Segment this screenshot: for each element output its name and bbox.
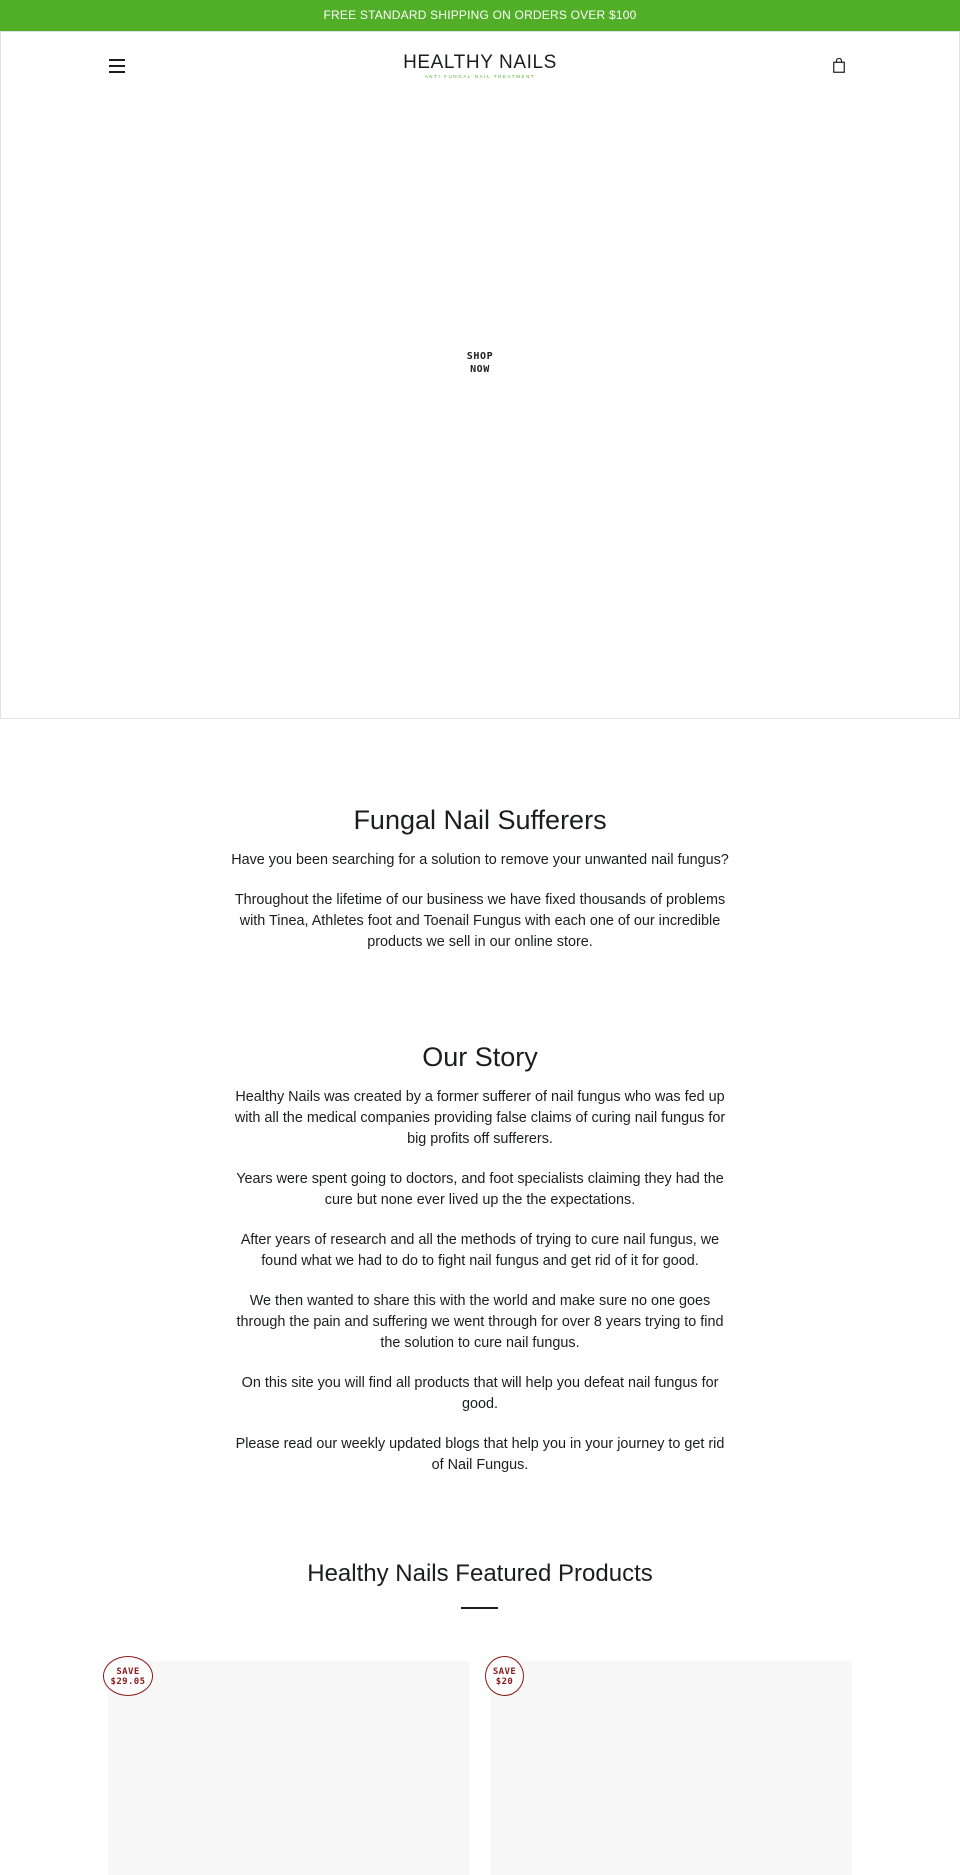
product-card[interactable] — [108, 1661, 469, 1875]
fungal-paragraph-1: Have you been searching for a solution to remove your unwanted nail fungus? — [231, 852, 729, 868]
save-badge-amount: $29.05 — [110, 1677, 146, 1687]
story-paragraph-1: Healthy Nails was created by a former sufferer of nail fungus who was fed up with all the medical companies providing false claims of curing nail fungus for big profits off sufferers. — [234, 1089, 726, 1147]
save-badge-label: SAVE — [116, 1667, 140, 1677]
shop-now-line2: NOW — [470, 364, 490, 375]
story-paragraph-5: On this site you will find all products that will help you defeat nail fungus for good. — [241, 1375, 719, 1412]
shop-now-link[interactable] — [449, 350, 511, 376]
fungal-paragraph-2: Throughout the lifetime of our business we have fixed thousands of problems with Tinea, Athletes foot and Toenail Fungus with each one of our incredible products we sell in our online store. — [234, 892, 726, 950]
shop-now-line1: SHOP — [466, 351, 494, 362]
featured-products-title: Healthy Nails Featured Products — [307, 1560, 653, 1587]
save-badge-label: SAVE — [492, 1667, 517, 1677]
logo-tagline: ANTI FUNGAL NAIL TREATMENT — [424, 74, 536, 79]
fungal-nail-section — [230, 803, 730, 953]
story-paragraph-3: After years of research and all the methods of trying to cure nail fungus, we found what we had to do to fight nail fungus and get rid of it for good. — [240, 1232, 720, 1269]
title-divider — [461, 1607, 498, 1609]
story-paragraph-6: Please read our weekly updated blogs that help you in your journey to get rid of Nail Fungus. — [235, 1436, 725, 1473]
hamburger-menu-icon[interactable] — [109, 59, 125, 73]
announcement-bar — [0, 0, 960, 31]
story-paragraph-2: Years were spent going to doctors, and foot specialists claiming they had the cure but none ever lived up the the expectations. — [236, 1171, 724, 1208]
fungal-section-title: Fungal Nail Sufferers — [353, 805, 607, 835]
save-badge — [485, 1656, 524, 1696]
save-badge-amount: $20 — [495, 1677, 514, 1687]
product-card[interactable] — [491, 1661, 852, 1875]
story-section-title: Our Story — [422, 1042, 538, 1072]
save-badge — [103, 1656, 153, 1696]
logo-name: HEALTHY NAILS — [403, 52, 557, 73]
site-logo[interactable] — [380, 53, 580, 80]
our-story-section — [230, 1040, 730, 1476]
story-paragraph-4: We then wanted to share this with the world and make sure no one goes through the pain and suffering we went through for over 8 years trying to find the solution to cure nail fungus. — [236, 1293, 724, 1351]
announcement-text: FREE STANDARD SHIPPING ON ORDERS OVER $100 — [323, 8, 637, 22]
shopping-bag-icon[interactable] — [833, 58, 845, 73]
